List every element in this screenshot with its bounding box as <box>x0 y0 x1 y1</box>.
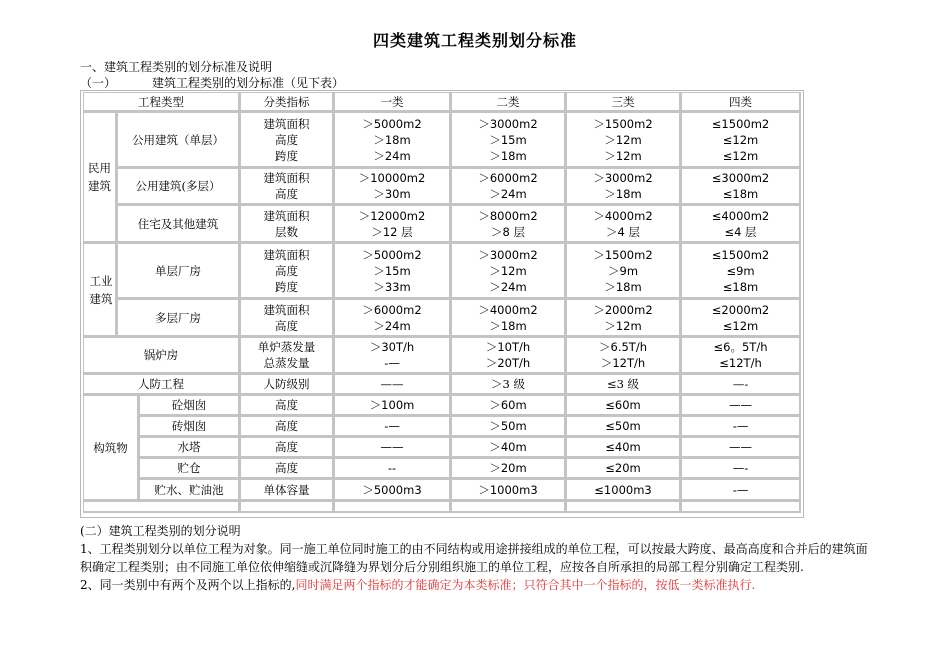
cell-class-1: ＞12000m2 ＞12 层 <box>334 205 451 243</box>
header-class-3: 三类 <box>566 92 681 112</box>
cell-class-4: -— <box>681 416 801 437</box>
cell-class-4: —— <box>681 395 801 416</box>
row-index: 单体容量 <box>240 479 334 501</box>
row-type: 砖烟囱 <box>139 416 240 437</box>
table-row <box>83 479 801 501</box>
row-type: 人防工程 <box>83 374 240 395</box>
page-title: 四类建筑工程类别划分标准 <box>372 31 577 50</box>
cell-class-4: ≤6。5T/h ≤12T/h <box>681 337 801 374</box>
cell-class-2: ＞20m <box>451 458 566 479</box>
group-industrial: 工业建筑 <box>83 243 117 337</box>
row-type: 单层厂房 <box>117 243 240 299</box>
row-index: 单炉蒸发量 总蒸发量 <box>240 337 334 374</box>
group-civil: 民用建筑 <box>83 112 117 243</box>
row-type: 公用建筑(多层） <box>117 168 240 205</box>
header-class-1: 一类 <box>334 92 451 112</box>
table-row <box>83 243 801 299</box>
row-index: 高度 <box>240 437 334 458</box>
row-type: 贮仓 <box>139 458 240 479</box>
cell-class-4: ≤3000m2 ≤18m <box>681 168 801 205</box>
table-row <box>83 458 801 479</box>
cell-class-3: ≤3 级 <box>566 374 681 395</box>
cell-class-2: ＞50m <box>451 416 566 437</box>
cell-class-2: ＞3000m2 ＞15m ＞18m <box>451 112 566 168</box>
cell-class-3: ＞6.5T/h ＞12T/h <box>566 337 681 374</box>
cell-class-1: —— <box>334 437 451 458</box>
table-row <box>83 299 801 337</box>
cell-class-1: —— <box>334 374 451 395</box>
cell-class-2: ＞60m <box>451 395 566 416</box>
row-index: 建筑面积 高度 <box>240 299 334 337</box>
cell-class-3: ≤20m <box>566 458 681 479</box>
cell-class-3: ≤50m <box>566 416 681 437</box>
table-row <box>83 437 801 458</box>
classification-table <box>83 92 801 513</box>
paragraph-1-line-1: 1、工程类别划分以单位工程为对象。同一施工单位同时施工的由不同结构或用途拼接组成的单位工程，可以按最大跨度、最高高度和合并后的建筑面 <box>80 542 868 556</box>
cell-class-1: -— <box>334 416 451 437</box>
row-type: 锅炉房 <box>83 337 240 374</box>
table-row <box>83 395 801 416</box>
cell-class-2: ＞10T/h ＞20T/h <box>451 337 566 374</box>
table-row <box>83 416 801 437</box>
cell-class-2: ＞40m <box>451 437 566 458</box>
table-empty-row <box>83 501 801 513</box>
cell-class-3: ≤60m <box>566 395 681 416</box>
cell-class-3: ≤40m <box>566 437 681 458</box>
cell-class-3: ＞2000m2 ＞12m <box>566 299 681 337</box>
row-index: 建筑面积 层数 <box>240 205 334 243</box>
cell-class-4: ≤4000m2 ≤4 层 <box>681 205 801 243</box>
row-index: 建筑面积 高度 <box>240 168 334 205</box>
row-type: 砼烟囱 <box>139 395 240 416</box>
subheading-number: （一） <box>80 76 117 90</box>
header-class-2: 二类 <box>451 92 566 112</box>
cell-class-3: ＞4000m2 ＞4 层 <box>566 205 681 243</box>
cell-class-1: -- <box>334 458 451 479</box>
row-type: 贮水、贮油池 <box>139 479 240 501</box>
row-index: 高度 <box>240 395 334 416</box>
paragraph-2 <box>80 576 880 594</box>
row-index: 高度 <box>240 416 334 437</box>
table-header-row <box>83 92 801 112</box>
cell-class-1: ＞30T/h -— <box>334 337 451 374</box>
cell-class-1: ＞5000m2 ＞15m ＞33m <box>334 243 451 299</box>
row-index: 建筑面积 高度 跨度 <box>240 243 334 299</box>
row-type: 多层厂房 <box>117 299 240 337</box>
table-row <box>83 205 801 243</box>
cell-class-3: ＞3000m2 ＞18m <box>566 168 681 205</box>
cell-class-2: ＞4000m2 ＞18m <box>451 299 566 337</box>
subheading-text: 建筑工程类别的划分标准（见下表） <box>152 76 345 90</box>
table-row <box>83 168 801 205</box>
row-type: 水塔 <box>139 437 240 458</box>
header-index: 分类指标 <box>240 92 334 112</box>
cell-class-4: ≤1500m2 ≤9m ≤18m <box>681 243 801 299</box>
section-subheading <box>80 74 344 91</box>
cell-class-4: ≤1500m2 ≤12m ≤12m <box>681 112 801 168</box>
cell-class-4: —- <box>681 374 801 395</box>
group-structures: 构筑物 <box>83 395 139 501</box>
row-index: 建筑面积 高度 跨度 <box>240 112 334 168</box>
cell-class-3: ＞1500m2 ＞12m ＞12m <box>566 112 681 168</box>
cell-class-1: ＞100m <box>334 395 451 416</box>
cell-class-1: ＞10000m2 ＞30m <box>334 168 451 205</box>
cell-class-2: ＞1000m3 <box>451 479 566 501</box>
header-class-4: 四类 <box>681 92 801 112</box>
paragraph-2-text: 2、同一类别中有两个及两个以上指标的, <box>80 578 296 592</box>
row-type: 住宅及其他建筑 <box>117 205 240 243</box>
cell-class-4: ≤2000m2 ≤12m <box>681 299 801 337</box>
cell-class-1: ＞6000m2 ＞24m <box>334 299 451 337</box>
paragraph-1-line-2: 积确定工程类别；由不同施工单位依伸缩缝或沉降缝为界划分后分别组织施工的单位工程，应按各自所承担的局部工程分别确定工程类别. <box>80 560 804 574</box>
cell-class-2: ＞8000m2 ＞8 层 <box>451 205 566 243</box>
row-index: 高度 <box>240 458 334 479</box>
cell-class-1: ＞5000m2 ＞18m ＞24m <box>334 112 451 168</box>
section-heading-1: 一、建筑工程类别的划分标准及说明 <box>80 60 273 74</box>
cell-class-4: —— <box>681 437 801 458</box>
paragraph-2-highlight: 同时满足两个指标的才能确定为本类标准；只符合其中一个指标的，按低一类标准执行. <box>295 578 756 592</box>
cell-class-2: ＞6000m2 ＞24m <box>451 168 566 205</box>
cell-class-4: —- <box>681 458 801 479</box>
cell-class-2: ＞3 级 <box>451 374 566 395</box>
cell-class-3: ≤1000m3 <box>566 479 681 501</box>
table-row <box>83 374 801 395</box>
row-index: 人防级别 <box>240 374 334 395</box>
header-type: 工程类型 <box>83 92 240 112</box>
row-type: 公用建筑（单层） <box>117 112 240 168</box>
cell-class-4: -— <box>681 479 801 501</box>
table-row <box>83 337 801 374</box>
section-heading-2: (二）建筑工程类别的划分说明 <box>80 524 241 538</box>
table-row <box>83 112 801 168</box>
cell-class-1: ＞5000m3 <box>334 479 451 501</box>
cell-class-3: ＞1500m2 ＞9m ＞18m <box>566 243 681 299</box>
cell-class-2: ＞3000m2 ＞12m ＞24m <box>451 243 566 299</box>
